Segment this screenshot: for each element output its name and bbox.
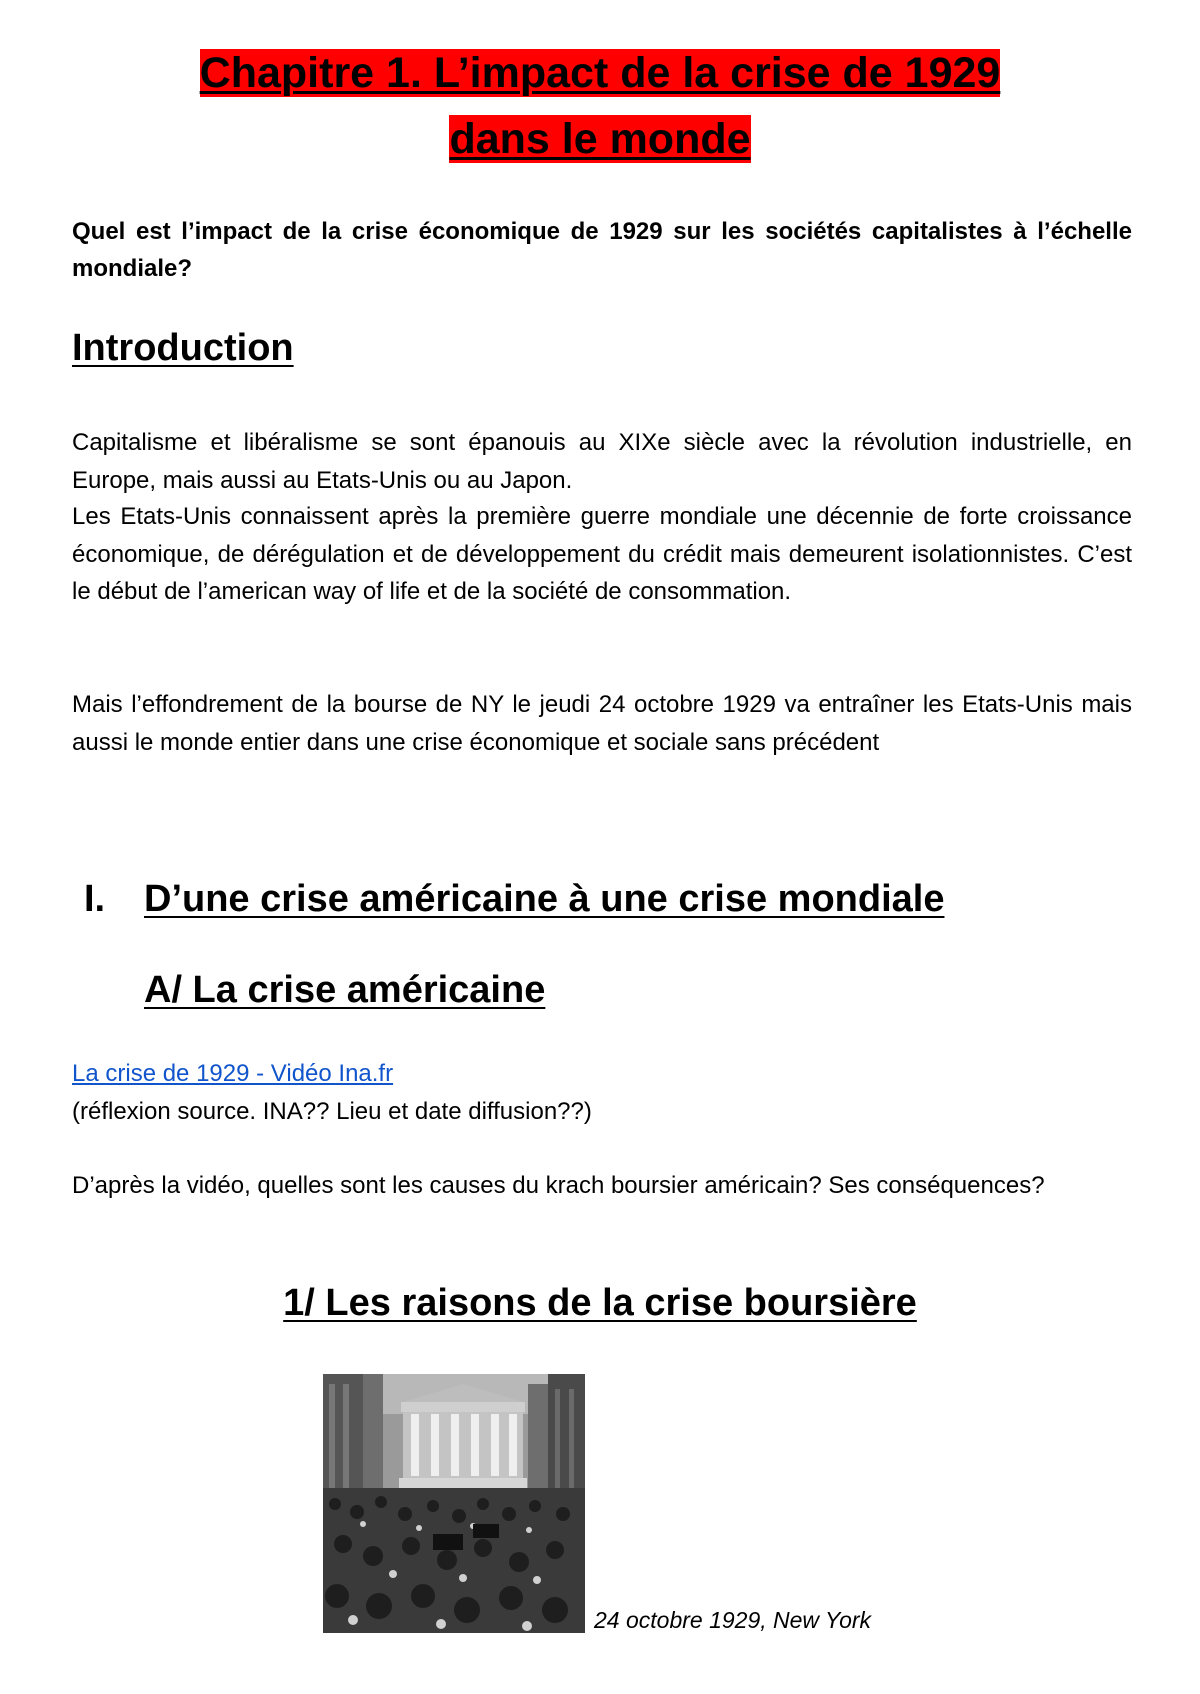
subsection-1-heading [0,1280,1200,1326]
section-1-number: I. [84,878,106,920]
photo-caption: 24 octobre 1929, New York [594,1607,872,1633]
intro-paragraph-1: Capitalisme et libéralisme se sont épanouis au XIXe siècle avec la révolution industrielle, en Europe, mais aussi au Etats-Unis ou au Japon. [72,429,1132,494]
ina-video-link[interactable]: La crise de 1929 - Vidéo Ina.fr [72,1060,394,1087]
wall-street-crowd-photo [323,1374,585,1633]
introduction-heading: Introduction [72,327,294,369]
intro-paragraph-2: Les Etats-Unis connaissent après la première guerre mondiale une décennie de forte croissance économique, de dérégulation et de développement du crédit mais demeurent isolationnistes. C’est le début de l’american way of life et de la société de consommation. [72,503,1132,605]
subsection-1-title: 1/ Les raisons de la crise boursière [283,1282,917,1324]
section-1-title: D’une crise américaine à une crise mondiale [144,878,945,920]
intro-paragraph-3: Mais l’effondrement de la bourse de NY le jeudi 24 octobre 1929 va entraîner les Etats-Unis mais aussi le monde entier dans une crise économique et sociale sans précédent [72,691,1132,756]
problematic-question: Quel est l’impact de la crise économique de 1929 sur les sociétés capitalistes à l’échelle mondiale? [72,218,1132,282]
video-question: D’après la vidéo, quelles sont les causes du krach boursier américain? Ses conséquences? [72,1172,1045,1199]
subsection-a-heading: A/ La crise américaine [144,969,546,1011]
chapter-title-line1: Chapitre 1. L’impact de la crise de 1929 [199,49,1001,97]
source-reflection-note: (réflexion source. INA?? Lieu et date diffusion??) [72,1098,592,1125]
chapter-title-line2: dans le monde [449,115,751,163]
chapter-title [60,40,1140,172]
